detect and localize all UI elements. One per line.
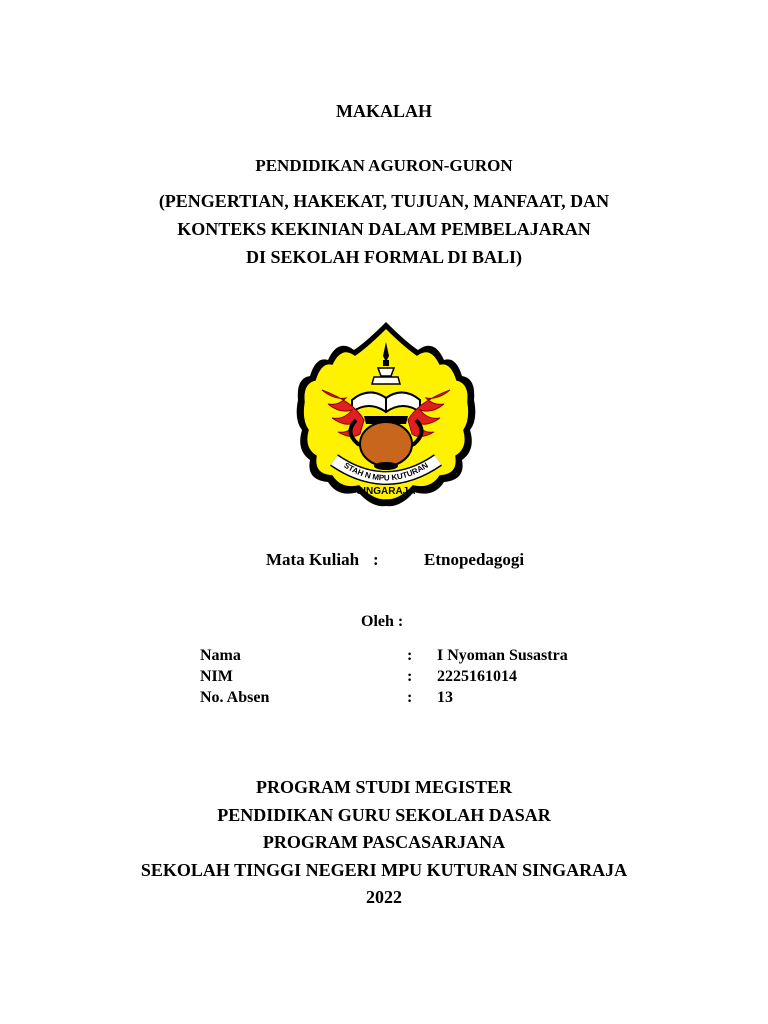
institution-footer [0,778,768,916]
institution-logo [294,320,478,510]
year: 2022 [366,887,402,907]
identity-key: Nama [200,647,241,664]
identity-value: 13 [437,689,453,706]
program-line: PROGRAM PASCASARJANA [262,832,506,852]
title-description-line: (PENGERTIAN, HAKEKAT, TUJUAN, MANFAAT, DAN [158,191,610,211]
identity-key: No. Absen [200,689,270,706]
identity-key: NIM [200,668,233,685]
logo-ribbon-text: STAH N MPU KUTURAN [342,460,430,483]
institution-name: SEKOLAH TINGGI NEGERI MPU KUTURAN SINGARAJA [140,859,628,880]
by-label: Oleh : [361,613,404,630]
document-title: PENDIDIKAN AGURON-GURON [255,156,513,175]
program-line: PROGRAM STUDI MEGISTER [255,777,513,797]
logo-pot [360,422,412,466]
identity-colon: : [407,647,413,664]
program-line: PENDIDIKAN GURU SEKOLAH DASAR [217,804,551,825]
document-type: MAKALAH [336,101,432,121]
course-label: Mata Kuliah [266,550,360,569]
title-description-line: DI SEKOLAH FORMAL DI BALI) [245,247,523,267]
title-description-line: KONTEKS KEKINIAN DALAM PEMBELAJARAN [177,219,591,239]
identity-row-name [0,647,768,668]
institution-logo-graphic [294,320,478,510]
identity-value: 2225161014 [437,668,517,685]
identity-row-absen [0,689,768,710]
identity-row-nim [0,668,768,689]
course-name: Etnopedagogi [424,550,525,569]
identity-colon: : [407,689,413,706]
identity-colon: : [407,668,413,685]
logo-base-text: SINGARAJA [356,486,416,497]
identity-value: I Nyoman Susastra [437,647,568,664]
identity-table [0,647,768,710]
course-colon: : [373,550,379,569]
